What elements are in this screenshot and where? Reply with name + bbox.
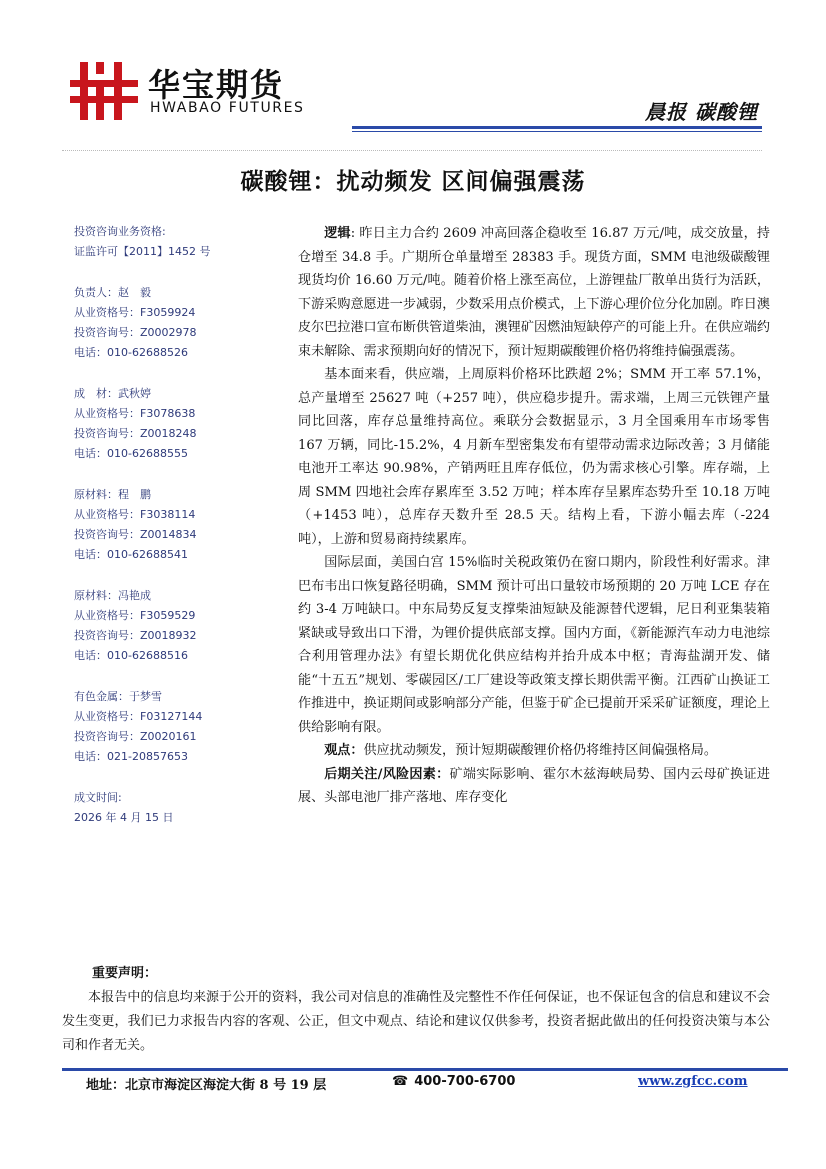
risk-label: 后期关注/风险因素：: [324, 766, 450, 782]
contact-name: 原材料：程 鹏: [74, 488, 151, 501]
contact-name: 原材料：冯艳成: [74, 589, 151, 602]
contact-phone: 电话：010-62688526: [74, 346, 188, 359]
analyst-sidebar: [74, 222, 284, 828]
contact-license: 从业资格号：F03127144: [74, 710, 203, 723]
report-title: 碳酸锂：扰动频发 区间偏强震荡: [240, 168, 586, 195]
contact-license: 从业资格号：F3078638: [74, 407, 196, 420]
contact-consult-id: 投资咨询号：Z0018248: [74, 427, 197, 440]
website-link[interactable]: www.zgfcc.com: [638, 1074, 748, 1089]
international-paragraph: 国际层面，美国白宫 15%临时关税政策仍在窗口期内，阶段性利好需求。津巴布韦出口恢复路径明确，SMM 预计可出口量较市场预期的 20 万吨 LCE 存在约 3-4 万吨缺口。中东局势反复支撑柴油短缺及能源替代逻辑，尼日利亚集装箱紧缺或导致出口下滑，为锂价提供底部支撑。国内方面，《新能源汽车动力电池综合利用管理办法》有望长期优化供应结构并抬升成本中枢；青海盐湖开发、储能“十五五”规划、零碳园区/工厂建设等政策支撑长期供需平衡。江西矿山换证工作推进中，换证期间或影响部分产能，但鉴于矿企已提前开采采矿证额度，理论上供给影响有限。: [298, 555, 770, 735]
footer-address: 地址：北京市海淀区海淀大街 8 号 19 层: [86, 1078, 327, 1093]
contact-license: 从业资格号：F3059529: [74, 609, 196, 622]
footer-divider: [62, 1068, 788, 1071]
contact-name: 成 材：武秋婷: [74, 387, 151, 400]
hwabao-logo-icon: [70, 62, 138, 120]
logo-chinese-name: 华宝期货: [148, 66, 285, 104]
contact-consult-id: 投资咨询号：Z0020161: [74, 730, 197, 743]
disclaimer-text: 本报告中的信息均来源于公开的资料，我公司对信息的准确性及完整性不作任何保证，也不保证包含的信息和建议不会发生变更，我们已力求报告内容的客观、公正，但文中观点、结论和建议仅供参考，投资者据此做出的任何投资决策与本公司和作者无关。: [62, 990, 770, 1053]
phone-icon: ☎: [392, 1074, 409, 1089]
report-body: [298, 222, 770, 810]
risk-text: 矿端实际影响、霍尔木兹海峡局势、国内云母矿换证进展、头部电池厂排产落地、库存变化: [298, 766, 770, 805]
logic-label: 逻辑: [324, 226, 351, 241]
contact-name: 负责人：赵 毅: [74, 286, 151, 299]
contact-phone: 电话：010-62688555: [74, 447, 188, 460]
contact-consult-id: 投资咨询号：Z0002978: [74, 326, 197, 339]
logo-english-name: HWABAO FUTURES: [150, 100, 305, 116]
contact-name: 有色金属：于梦雪: [74, 690, 162, 703]
view-label: 观点：: [324, 743, 364, 758]
report-type-tag: 晨报 碳酸锂: [645, 100, 758, 124]
header-divider: [352, 126, 762, 129]
contact-consult-id: 投资咨询号：Z0014834: [74, 528, 197, 541]
view-paragraph: [298, 739, 770, 763]
footer-phone: [392, 1074, 515, 1089]
contact-phone: 电话：021-20857653: [74, 750, 188, 763]
risk-paragraph: [298, 763, 770, 810]
page-footer: [62, 1074, 788, 1096]
fundamentals-paragraph: 基本面来看，供应端，上周原料价格环比跌超 2%；SMM 开工率 57.1%，总产量增至 25627 吨（+257 吨），供应稳步提升。需求端，上周三元铁锂产量同比回落，库存总量维持高位。乘联分会数据显示，3 月全国乘用车市场零售 167 万辆，同比-15.2%，4 月新车型密集发布有望带动需求边际改善；3 月储能电池开工率达 90.98%，产销两旺且库存低位，仍为需求核心引擎。库存端，上周 SMM 四地社会库存累库至 3.52 万吨；样本库存呈累库态势升至 10.18 万吨（+1453 吨），总库存天数升至 28.5 天。结构上看，下游小幅去库（-224 吨），上游和贸易商持续累库。: [298, 367, 770, 547]
qualification-license: 证监许可【2011】1452 号: [74, 245, 211, 258]
contact-phone: 电话：010-62688516: [74, 649, 188, 662]
header-divider-thin: [352, 131, 762, 132]
contact-license: 从业资格号：F3038114: [74, 508, 196, 521]
disclaimer-title: 重要声明：: [92, 966, 158, 981]
logic-paragraph: [298, 222, 770, 363]
company-logo: [70, 60, 320, 120]
date-label: 成文时间:: [74, 791, 122, 804]
contact-consult-id: 投资咨询号：Z0018932: [74, 629, 197, 642]
view-text: 供应扰动频发，预计短期碳酸锂价格仍将维持区间偏强格局。: [363, 743, 717, 758]
phone-number: 400-700-6700: [414, 1074, 516, 1089]
qualification-label: 投资咨询业务资格:: [74, 225, 166, 238]
logic-text: : 昨日主力合约 2609 冲高回落企稳收至 16.87 万元/吨，成交放量，持仓增至 34.8 手。广期所仓单量增至 28383 手。现货方面，SMM 电池级碳酸锂现货均价 16.60 万元/吨。随着价格上涨至高位，上游锂盐厂散单出货行为活跃，下游采购意愿进一步减弱，少数采用点价模式，上下游心理价位分化加剧。昨日澳皮尔巴拉港口宣布断供管道柴油，澳锂矿因燃油短缺停产的可能上升。在供应端约束未解除、需求预期向好的情况下，预计短期碳酸锂价格仍将维持偏强震荡。: [298, 226, 770, 359]
dotted-divider: [62, 150, 762, 151]
disclaimer: [62, 962, 770, 1058]
report-date: 2026 年 4 月 15 日: [74, 811, 174, 824]
contact-phone: 电话：010-62688541: [74, 548, 188, 561]
contact-license: 从业资格号：F3059924: [74, 306, 196, 319]
